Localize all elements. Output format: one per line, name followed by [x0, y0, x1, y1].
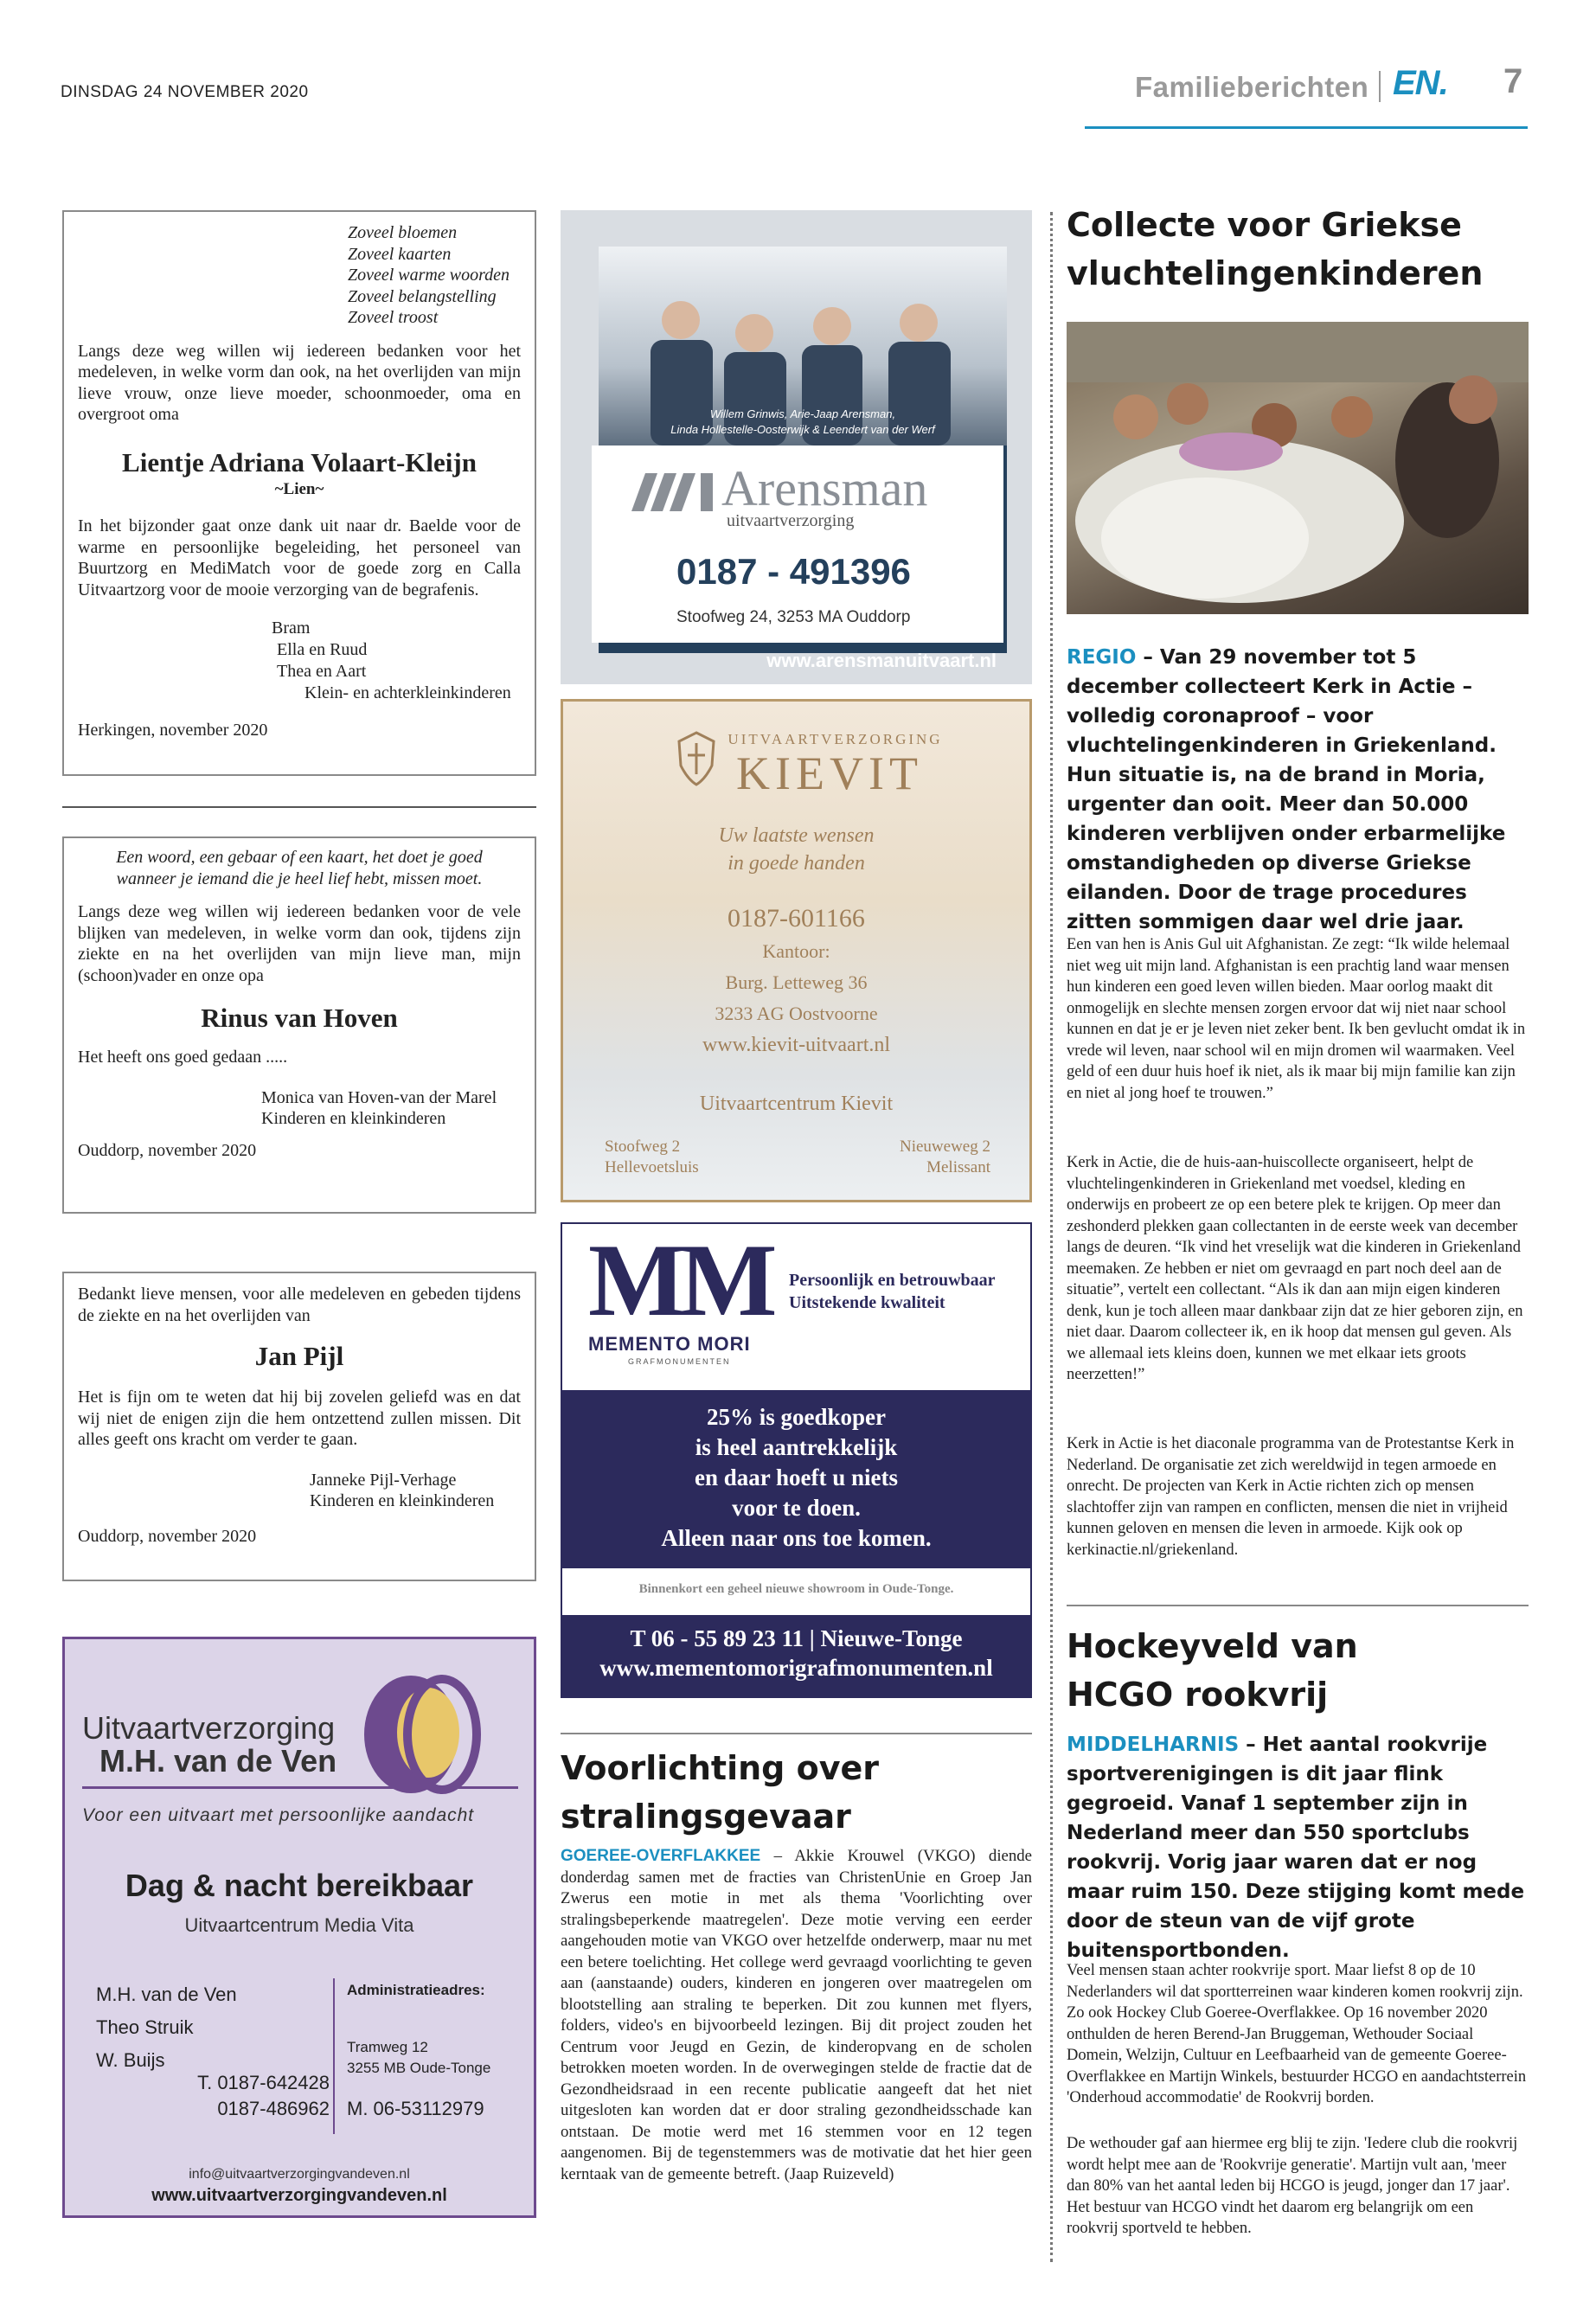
- lead-text: – Van 29 november tot 5 december collecteert Kerk in Actie – volledig coronaproof – voor vluchtelingenkinderen in Griekenland. Hun situatie is, na de brand in Moria, urgenter dan ooit. Meer dan 50.000 kinderen verblijven onder erbarmelijke omstandigheden op diverse Griekse eilanden. Door de trage procedures zitten sommigen daar wel drie jaar.: [1067, 646, 1506, 933]
- poem-line: Zoveel bloemen: [348, 223, 458, 242]
- kievit-loc2b: Melissant: [926, 1158, 990, 1176]
- signers: [261, 1087, 521, 1130]
- article-paragraph: Een van hen is Anis Gul uit Afghanistan. Ze zegt: “Ik wilde helemaal niet weg uit mijn land. Afghanistan is een prachtig land waar mensen hun kinderen een goed leven willen bieden. Maar oorlog maakt dit onmogelijk en slechte mensen zorgen ervoor dat wij niet naar school kunnen en dat je er je leven niet zeker bent. Ik ben gevlucht omdat ik in vrede wil leven, naar school wil en mijn dromen wil waarmaken. Veel geld of een duur huis hoef ik niet, als ik maar bij mijn familie kan zijn en niet al jong hoef te trouwen.”: [1067, 936, 1526, 1102]
- notice-place: Herkingen, november 2020: [78, 721, 268, 740]
- vandeven-phone1[interactable]: T. 0187-642428: [197, 2072, 330, 2093]
- poem: [348, 222, 521, 329]
- signers: [78, 618, 521, 704]
- article-kicker: GOEREE-OVERFLAKKEE: [561, 1847, 761, 1865]
- kievit-street: Burg. Letteweg 36: [725, 971, 868, 993]
- deceased-name: Lientje Adriana Volaart-Kleijn: [122, 446, 477, 478]
- article-paragraph: De wethouder gaf aan hiermee erg blij te zijn. 'Iedere club die rookvrij wordt helpt mee aan de 'Rookvrije generatie'. Martijn vult aan, 'meer dan 80% van het aantal leden bij HCGO is jeugd, jonger dan 17 jaar'. Het bestuur van HCGO vindt het daarom erg belangrijk om een rookvrij sportveld te hebben.: [1067, 2135, 1518, 2237]
- header-section: Familieberichten: [1135, 71, 1369, 103]
- death-notice-pijl: [62, 1272, 536, 1581]
- notice-line: Het heeft ons goed gedaan .....: [78, 1048, 288, 1067]
- arensman-caption2: Linda Hollestelle-Oosterwijk & Leendert van der Werf: [670, 423, 935, 436]
- arensman-web[interactable]: www.arensmanuitvaart.nl: [766, 650, 997, 671]
- article-kicker: MIDDELHARNIS: [1067, 1734, 1240, 1756]
- signer: Bram: [272, 619, 311, 638]
- article-title: Hockeyveld van HCGO rookvrij: [1067, 1627, 1358, 1714]
- vandeven-email[interactable]: info@uitvaartverzorgingvandeven.nl: [189, 2167, 410, 2182]
- article-title: Voorlichting over stralingsgevaar: [561, 1749, 879, 1836]
- promo-line: is heel aantrekkelijk: [695, 1434, 898, 1460]
- vandeven-brand1: Uitvaartverzorging: [82, 1710, 336, 1746]
- arensman-phone[interactable]: 0187 - 491396: [676, 551, 911, 592]
- refugee-photo: [1067, 322, 1529, 614]
- poem-line: Zoveel warme woorden: [348, 266, 510, 285]
- vandeven-rule: [82, 1786, 518, 1789]
- article-body: [561, 1846, 1032, 2185]
- memento-phone[interactable]: T 06 - 55 89 23 11 | Nieuwe-Tonge: [630, 1625, 963, 1651]
- column-divider: [1050, 212, 1053, 2262]
- vandeven-names: [96, 1978, 237, 2077]
- arensman-card: [592, 445, 1003, 643]
- arensman-logo-icon: [631, 471, 718, 513]
- ad-kievit: [561, 699, 1032, 1202]
- vandeven-name: W. Buijs: [96, 2049, 165, 2071]
- notice-text: Het is fijn om te weten dat hij bij zovelen geliefd was en dat wij niet de enigen zijn die hem ontzettend zullen missen. Dit alles geeft ons kracht om verder te gaan.: [78, 1388, 521, 1449]
- kievit-loc1a: Stoofweg 2: [605, 1138, 681, 1156]
- signer: Thea en Aart: [277, 662, 367, 681]
- poem-line: Zoveel belangstelling: [348, 286, 497, 306]
- vandeven-street: Tramweg 12: [347, 2039, 428, 2055]
- vandeven-availability: Dag & nacht bereikbaar: [125, 1868, 474, 1903]
- promo-line: voor te doen.: [732, 1495, 861, 1521]
- kievit-web[interactable]: www.kievit-uitvaart.nl: [702, 1034, 891, 1056]
- arensman-sub: uitvaartverzorging: [727, 511, 855, 530]
- header-date: DINSDAG 24 NOVEMBER 2020: [61, 83, 309, 101]
- vandeven-slogan: Voor een uitvaart met persoonlijke aandacht: [82, 1805, 475, 1825]
- article-text: – Akkie Krouwel (VKGO) diende donderdag samen met de fracties van ChristenUnie en Groep Jan Zwerus een motie in met als thema 'Voorlichting over stralingsbeperkende maatregelen'. Deze motie verving een eerder aangehouden motie van VKGO over hetzelfde onderwerp, maar nu met een betere toelichting. Het college werd gevraagd voorlichting te geven aan (aanstaande) ouders, kinderen en jongeren over maatregelen om blootstelling aan straling te beperken. Dit zou kunnen met flyers, folders, video's en bijvoorbeeld lezingen. Bij dit project zouden het Centrum voor Jeugd en Gezin, de kinderopvang en de scholen betrokken moeten worden. In de overwegingen stelde de fractie dat de Gezondheidsraad in een recente publicatie aangeeft dat het niet uitgesloten kan worden dat er door straling gezondheidsschade kan ontstaan. De motie werd met 16 stemmen voor en 12 tegen aangenomen. Bij de tegenstemmers was de motivatie dat het hier geen kerntaak van de gemeente betreft. (Jaap Ruizeveld): [561, 1847, 1032, 2183]
- kievit-slogan1: Uw laatste wensen: [718, 824, 875, 847]
- article-title: Collecte voor Griekse vluchtelingenkinderen: [1067, 206, 1484, 292]
- arensman-brand: Arensman: [721, 460, 928, 516]
- article-paragraph: Kerk in Actie, die de huis-aan-huiscollecte organiseert, helpt de vluchtelingenkinderen in Griekenland met voedsel, kleding en onderwijs en probeert ze op een betere plek te krijgen. Op meer dan zeshonderd plekken gaan collectanten in de eerste week van december langs de deuren. “Ik vind het vreselijk wat die kinderen in Griekenland meemaken. Ze hebben er niet om gevraagd en part noch deel aan de situatie”, vertelt een collectant. “Als ik dan aan mijn eigen kinderen denk, kun je toch alleen maar dankbaar zijn dat ze hier geboren zijn, en niet daar. Daarom collecteer ik, en ik hoop dat mensen gul geven. Als we allemaal iets kleins doen, kunnen we met elkaar iets groots neerzetten!”: [1067, 1154, 1523, 1383]
- lead-text: – Het aantal rookvrije sportverenigingen is dit jaar flink gegroeid. Vanaf 1 september zijn in Nederland meer dan 550 sportclubs rookvrij. Vorig jaar waren dat er nog maar ruim 150. Deze stijging komt mede door de steun van de vijf grote buitensportbonden.: [1067, 1734, 1525, 1962]
- article-lead: [1067, 1730, 1529, 1965]
- notice-intro: Bedankt lieve mensen, voor alle medeleven en gebeden tijdens de ziekte en na het overlijden van: [78, 1285, 521, 1325]
- signer: Kinderen en kleinkinderen: [261, 1109, 446, 1128]
- poem-line: Zoveel kaarten: [348, 244, 452, 264]
- memento-tag1: Persoonlijk en betrouwbaar: [789, 1271, 996, 1290]
- deceased-name: Rinus van Hoven: [201, 1003, 398, 1033]
- article-kicker: REGIO: [1067, 646, 1137, 669]
- kievit-center: Uitvaartcentrum Kievit: [699, 1093, 894, 1115]
- signers: [310, 1470, 521, 1512]
- kievit-office: Kantoor:: [762, 940, 830, 962]
- death-notice-volaart: [62, 210, 536, 776]
- kievit-city: 3233 AG Oostvoorne: [715, 1003, 878, 1024]
- vandeven-city: 3255 MB Oude-Tonge: [347, 2060, 491, 2076]
- vandeven-mobile[interactable]: M. 06-53112979: [347, 2098, 484, 2119]
- separator: [62, 806, 536, 808]
- kievit-loc1b: Hellevoetsluis: [605, 1158, 699, 1176]
- promo-line: Alleen naar ons toe komen.: [661, 1525, 932, 1551]
- death-notice-van-hoven: [62, 836, 536, 1214]
- kievit-loc2a: Nieuweweg 2: [900, 1138, 990, 1156]
- article-lead: [1067, 643, 1529, 937]
- vandeven-name: M.H. van de Ven: [96, 1984, 237, 2005]
- vandeven-brand2: M.H. van de Ven: [99, 1743, 337, 1779]
- vandeven-center: Uitvaartcentrum Media Vita: [184, 1914, 414, 1936]
- notice-intro: Langs deze weg willen wij iedereen bedanken voor de vele blijken van medeleven, in welke vorm dan ook, tijdens zijn ziekte en na het overlijden van mijn lieve man, mijn (schoon)vader en onze opa: [78, 902, 521, 985]
- vandeven-divider: [333, 1978, 335, 2134]
- rule: [561, 1733, 1032, 1734]
- vandeven-admin-label: Administratieadres:: [347, 1982, 485, 1998]
- kievit-crest-icon: [676, 731, 717, 786]
- poem-line: Zoveel troost: [348, 308, 439, 327]
- signer: Monica van Hoven-van der Marel: [261, 1087, 497, 1107]
- memento-promo: [562, 1402, 1030, 1554]
- arensman-address: Stoofweg 24, 3253 MA Ouddorp: [676, 608, 911, 626]
- signer: Klein- en achterkleinkinderen: [304, 683, 511, 702]
- promo-line: 25% is goedkoper: [706, 1404, 886, 1430]
- notice-intro: Langs deze weg willen wij iedereen bedanken voor het medeleven, in welke vorm dan ook, na het overlijden van mijn lieve vrouw, onze lieve moeder, schoonmoeder, oma en overgroot oma: [78, 341, 521, 424]
- vandeven-web[interactable]: www.uitvaartverzorgingvandeven.nl: [151, 2186, 447, 2205]
- notice-place: Ouddorp, november 2020: [78, 1140, 257, 1160]
- signer: Janneke Pijl-Verhage: [310, 1470, 457, 1490]
- arensman-caption1: Willem Grinwis, Arie-Jaap Arensman,: [709, 407, 896, 420]
- page-number: 7: [1503, 62, 1523, 100]
- vandeven-phone2[interactable]: 0187-486962: [217, 2098, 330, 2119]
- memento-showroom: Binnenkort een geheel nieuwe showroom in Oude-Tonge.: [638, 1582, 954, 1596]
- header-divider: [1379, 71, 1381, 102]
- nickname: ~Lien~: [274, 479, 324, 498]
- ad-arensman: [561, 210, 1032, 684]
- ad-van-de-ven: [62, 1637, 536, 2218]
- ad-memento-mori: [561, 1222, 1032, 1698]
- refugee-children-photo-icon: [1067, 322, 1529, 614]
- header-rule: [1085, 126, 1528, 129]
- signer: Kinderen en kleinkinderen: [310, 1491, 495, 1510]
- memento-logo-mark: MM: [588, 1222, 771, 1337]
- memento-brand: MEMENTO MORI: [588, 1333, 751, 1355]
- kievit-phone[interactable]: 0187-601166: [727, 904, 865, 933]
- notice-place: Ouddorp, november 2020: [78, 1526, 257, 1546]
- kievit-slogan2: in goede handen: [727, 852, 865, 875]
- notice-quote: Een woord, een gebaar of een kaart, het doet je goed wanneer je iemand die je heel lief hebt, missen moet.: [116, 848, 483, 888]
- article-paragraph: Veel mensen staan achter rookvrije sport. Maar liefst 8 op de 10 Nederlanders wil dat sportterreinen waar kinderen komen rookvrij zijn. Zo ook Hockey Club Goeree-Overflakkee. Op 16 november 2020 onthulden de heren Berend-Jan Bruggeman, Wethouder Sociaal Domein, Welzijn, Cultuur en Leefbaarheid van de gemeente Goeree-Overflakkee en Martijn Winkels, bestuurder HCGO en aandachtsterrein 'Onderhoud accommodatie' de Rookvrij borden.: [1067, 1962, 1527, 2106]
- vandeven-logo-icon: [356, 1672, 485, 1802]
- article-paragraph: Kerk in Actie is het diaconale programma van de Protestantse Kerk in Nederland. De organisatie zet zich wereldwijd in tegen armoede en onrecht. De projecten van Kerk in Actie richten zich op mensen slachtoffer zijn van rampen en conflicten, mensen die niet in vrijheid kunnen geloven en mensen die leven in armoede. Kijk ook op kerkinactie.nl/griekenland.: [1067, 1435, 1515, 1559]
- rule: [1067, 1605, 1529, 1606]
- memento-web[interactable]: www.mementomorigrafmonumenten.nl: [599, 1655, 993, 1681]
- memento-tag2: Uitstekende kwaliteit: [789, 1293, 945, 1312]
- deceased-name: Jan Pijl: [254, 1341, 344, 1371]
- notice-thanks: In het bijzonder gaat onze dank uit naar dr. Baelde voor de warme en persoonlijke begeleiding, het personeel van Buurtzorg en MediMatch voor de goede zorg en Calla Uitvaartzorg voor de mooie verzorging van de begrafenis.: [78, 516, 521, 599]
- en-logo: EN.: [1393, 64, 1448, 102]
- signer: Ella en Ruud: [277, 640, 368, 659]
- kievit-brand: KIEVIT: [736, 747, 923, 799]
- memento-sub: GRAFMONUMENTEN: [628, 1357, 731, 1366]
- promo-line: en daar hoeft u niets: [694, 1465, 898, 1490]
- vandeven-name: Theo Struik: [96, 2016, 194, 2038]
- kievit-top: UITVAARTVERZORGING: [727, 731, 943, 747]
